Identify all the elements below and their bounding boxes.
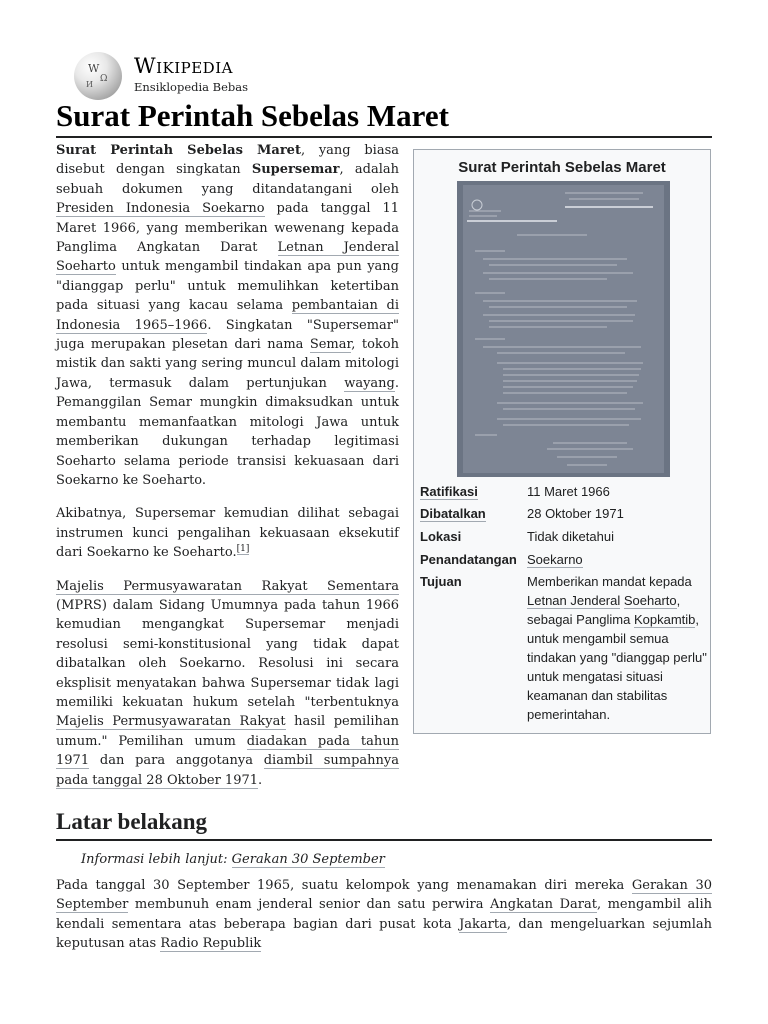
site-header [74,50,474,100]
infobox-label: Tujuan [420,574,462,590]
text: Memberikan mandat kepada [527,574,692,590]
text: Akibatnya, Supersemar kemudian dilihat sebagai instrumen kunci pengalihan kekuasaan eksekutif dari Soekarno ke Soeharto. [56,506,399,561]
text: , tokoh mistik dan sakti yang sering muncul dalam mitologi Jawa, termasuk dalam pertunjukan [56,337,399,391]
document-scan-drawing [457,181,670,477]
link-jakarta[interactable]: Jakarta [459,916,507,932]
text: , dan mengeluarkan sejumlah keputusan atas [56,916,712,952]
infobox-row [420,548,708,571]
infobox-value [527,570,708,726]
hatnote-prefix: Informasi lebih lanjut: [81,852,232,867]
intro-text [56,141,399,804]
infobox-value: 11 Maret 1966 [527,483,610,499]
infobox-label-text[interactable]: Ratifikasi [420,483,478,499]
infobox-value: Tidak diketahui [527,528,614,544]
infobox-row [420,570,708,726]
infobox-row [420,480,708,503]
text: , adalah sebuah dokumen yang ditandatangani oleh [56,162,399,197]
intro-paragraph-1 [56,141,399,490]
link-letnan-jenderal[interactable]: Letnan Jenderal [277,240,400,256]
text: pada tanggal 11 Maret 1966, yang memberikan wewenang kepada Panglima Angkatan Darat [56,201,400,256]
text: membunuh enam jenderal senior dan satu perwira [128,897,490,913]
section-paragraph [56,876,712,954]
infobox-table [420,480,708,726]
wikipedia-globe-icon[interactable] [74,52,122,100]
site-tagline: Ensiklopedia Bebas [134,80,249,94]
intro-paragraph-2 [56,504,399,562]
infobox-value [527,548,708,571]
globe-glyph: Ω [100,74,108,84]
link-pemilu-1971[interactable]: diadakan pada tahun 1971 [56,733,399,769]
text: hasil pemilihan umum." Pemilihan umum [56,714,400,749]
text: , yang biasa disebut dengan singkatan [56,143,399,178]
text: . [258,772,263,788]
hatnote [81,851,385,869]
text: Pada tanggal 30 September 1965, suatu kelompok yang menamakan diri mereka [56,878,632,893]
link-soekarno[interactable]: Soekarno [527,551,583,567]
text: , untuk mengambil semua tindakan yang "dianggap perlu" untuk mengatasi situasi keamanan dan stabilitas pemerintahan. [527,612,707,723]
text: . Singkatan "Supersemar" juga merupakan plesetan dari nama [56,317,399,353]
link-radio-republik[interactable]: Radio Republik [160,936,262,952]
reference-1[interactable]: [1] [236,543,250,554]
link-letnan-jenderal[interactable]: Letnan Jenderal [527,593,621,609]
link-mprs[interactable]: Majelis Permusyawaratan Rakyat Sementara [56,578,399,594]
text: , mengambil alih kendali sementara atas beberapa bagian dari pusat kota [56,897,712,932]
page-title: Surat Perintah Sebelas Maret [56,96,712,138]
infobox-label [420,503,527,526]
link-mpr[interactable]: Majelis Permusyawaratan Rakyat [56,714,286,730]
bold-text: Surat Perintah Sebelas Maret [56,143,301,158]
link-soeharto[interactable]: Soeharto [56,259,116,275]
text: dan para anggotanya [89,753,264,769]
link-presiden-soekarno[interactable]: Presiden Indonesia Soekarno [56,201,265,217]
site-wordmark[interactable]: Wikipedia [134,54,233,78]
link-soeharto[interactable]: Soeharto [623,593,677,609]
link-kopkamtib[interactable]: Kopkamtib [633,612,696,628]
infobox-label [420,480,527,503]
link-gerakan-30-september[interactable]: Gerakan 30 September [231,852,385,867]
link-angkatan-darat[interactable]: Angkatan Darat [490,897,597,913]
infobox-label-text[interactable]: Dibatalkan [420,506,486,522]
infobox-caption: Surat Perintah Sebelas Maret [458,159,666,176]
bold-text: Supersemar [251,162,340,178]
text: (MPRS) dalam Sidang Umumnya pada tahun 1966 kemudian mengangkat Supersemar menjadi resolusi semi-konstitusional yang tidak dapat dibatalkan oleh Soekarno. Resolusi ini secara eksplisit menyatakan bahwa Supersemar tidak lagi memiliki kekuatan hukum setelah "terbentuknya [56,597,399,710]
globe-glyph: W [88,62,100,75]
infobox-row [420,525,708,548]
globe-glyph: И [86,80,93,89]
link-pembantaian[interactable]: pembantaian di Indonesia 1965–1966 [56,298,400,333]
link-semar[interactable]: Semar [309,337,352,353]
infobox-label: Lokasi [420,528,462,544]
link-gerakan-30-september[interactable]: Gerakan 30 September [56,878,712,913]
section-heading: Latar belakang [56,808,712,841]
link-sumpah-1971[interactable]: diambil sumpahnya pada tanggal 28 Oktober 1971 [56,753,399,788]
infobox-label: Penandatangan [420,551,517,567]
intro-paragraph-3 [56,577,399,790]
infobox-row [420,503,708,526]
document-scan-image[interactable] [457,181,670,477]
link-wayang[interactable]: wayang [344,375,395,391]
text: , sebagai Panglima [527,593,681,628]
infobox-value: 28 Oktober 1971 [527,506,624,522]
text: untuk mengambil tindakan apa pun yang "dianggap perlu" untuk memulihkan ketertiban pada situasi yang kacau selama [56,259,399,314]
text: . Pemanggilan Semar mungkin dimaksudkan untuk membantu memanfaatkan mitologi Jawa untuk memberikan dukungan terhadap legitimasi Soeharto selama periode transisi kekuasaan dari Soekarno ke Soeharto. [56,375,399,488]
infobox [413,149,711,734]
